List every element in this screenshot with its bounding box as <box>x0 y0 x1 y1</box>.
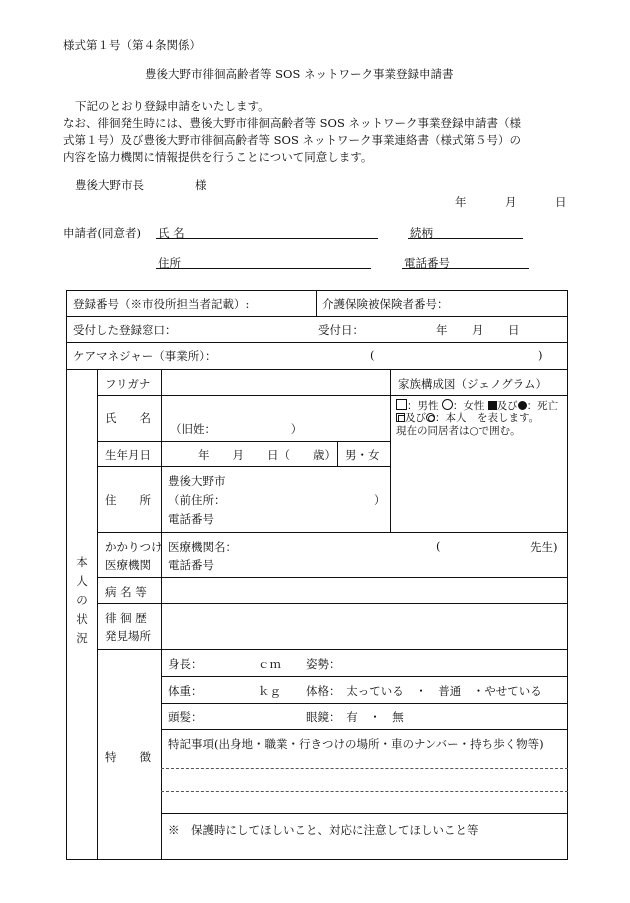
date-day: 日 <box>555 195 567 209</box>
reception-date-label: 受付日： <box>318 323 364 337</box>
date-year: 年 <box>455 195 467 209</box>
care-manager-paren-open: ( <box>370 348 375 362</box>
phone-label: 電話番号 <box>168 512 214 526</box>
genogram-legend-2: 及び ：本人 を表します。 <box>396 412 539 425</box>
previous-address-close: ） <box>374 493 386 507</box>
genogram-area[interactable] <box>392 440 566 530</box>
care-manager-label: ケアマネジャー（事業所）： <box>73 349 217 363</box>
found-place-label: 発見場所 <box>105 629 151 643</box>
applicant-name-field[interactable] <box>156 238 378 239</box>
genogram-legend-3: 現在の同居者は○で囲む。 <box>396 425 521 437</box>
build-select[interactable]: 体格： 太っている ・ 普通 ・やせている <box>306 684 542 698</box>
clinic-label-2: 医療機関 <box>105 558 151 572</box>
address-city: 豊後大野市 <box>168 474 226 488</box>
insured-number-label: 介護保険被保険者番号： <box>322 297 449 311</box>
disease-field[interactable] <box>163 579 566 601</box>
birthdate-label: 生年月日 <box>105 448 151 462</box>
height-label: 身長： <box>168 657 203 671</box>
applicant-phone-label: 電話番号 <box>404 256 450 270</box>
date-month: 月 <box>505 195 517 209</box>
applicant-address-label: 住所 <box>158 256 181 270</box>
male-square-icon <box>396 399 407 410</box>
name-label: 氏 名 <box>105 411 151 425</box>
addressee: 豊後大野市長 <box>75 178 144 192</box>
intro-text-1: 下記のとおり登録申請をいたします。 <box>75 99 270 113</box>
glasses-select[interactable]: 眼鏡： 有 ・ 無 <box>306 710 404 724</box>
relation-field[interactable] <box>408 238 523 239</box>
person-status-label: 本 人 の 状 況 <box>76 555 88 645</box>
clinic-doctor-label: 先生) <box>530 540 558 554</box>
weight-unit: ｋｇ <box>258 684 281 698</box>
reception-year: 年 <box>436 323 448 337</box>
weight-label: 体重： <box>168 684 203 698</box>
wandering-field[interactable] <box>163 605 566 647</box>
notes-label: 特記事項(出身地・職業・行きつけの場所・車のナンバー・持ち歩く物等) <box>168 737 544 751</box>
intro-text-2: なお、徘徊発生時には、豊後大野市徘徊高齢者等 SOS ネットワーク事業登録申請書（様 <box>63 116 521 130</box>
care-wishes-label: ※ 保護時にしてほしいこと、対応に注意してほしいこと等 <box>168 823 479 837</box>
reception-month: 月 <box>472 323 484 337</box>
birthdate-field[interactable]: 年 月 日（ 歳） <box>198 448 336 462</box>
sex-select[interactable]: 男・女 <box>345 448 380 462</box>
relation-label: 続柄 <box>410 226 433 240</box>
clinic-paren: ( <box>436 539 441 553</box>
previous-address-label: （前住所： <box>168 493 226 507</box>
filled-square-icon <box>488 401 497 410</box>
form-number: 様式第１号（第４条関係） <box>63 38 201 52</box>
applicant-label: 申請者(同意者) <box>63 226 141 240</box>
addressee-honorific: 様 <box>195 178 207 192</box>
height-unit: ｃｍ <box>258 657 281 671</box>
filled-circle-icon <box>518 401 527 410</box>
registration-number-label: 登録番号（※市役所担当者記載）: <box>73 297 250 311</box>
genogram-legend-1: ：男性 ：女性 及び ：死亡 <box>396 399 558 413</box>
form-title: 豊後大野市徘徊高齢者等 SOS ネットワーク事業登録申請書 <box>145 67 454 81</box>
maiden-name-field: （旧姓： ） <box>170 422 303 436</box>
applicant-phone-field[interactable] <box>402 268 529 269</box>
intro-text-4: 内容を協力機関に情報提供を行うことについて同意します。 <box>63 150 373 164</box>
clinic-label-1: かかりつけ <box>105 540 163 554</box>
female-circle-icon <box>442 399 453 410</box>
applicant-name-label: 氏 名 <box>158 226 185 240</box>
reception-day: 日 <box>508 323 520 337</box>
reception-window-label: 受付した登録窓口： <box>73 323 177 337</box>
disease-label: 病 名 等 <box>105 585 147 599</box>
furigana-label: フリガナ <box>105 377 151 391</box>
care-manager-paren-close: ) <box>538 348 543 362</box>
hair-label: 頭髪： <box>168 710 203 724</box>
posture-label: 姿勢： <box>306 657 341 671</box>
intro-text-3: 式第１号）及び豊後大野市徘徊高齢者等 SOS ネットワーク事業連絡書（様式第５号）の <box>63 133 521 147</box>
applicant-address-field[interactable] <box>156 268 371 269</box>
clinic-name-label: 医療機関名： <box>168 540 237 554</box>
family-chart-label: 家族構成図（ジェノグラム） <box>398 377 548 391</box>
address-label: 住 所 <box>105 493 151 507</box>
double-circle-icon <box>426 413 435 422</box>
double-square-icon <box>396 413 405 422</box>
wandering-history-label: 徘 徊 歴 <box>105 611 147 625</box>
features-label: 特 徴 <box>105 750 151 764</box>
clinic-phone-label: 電話番号 <box>168 558 214 572</box>
